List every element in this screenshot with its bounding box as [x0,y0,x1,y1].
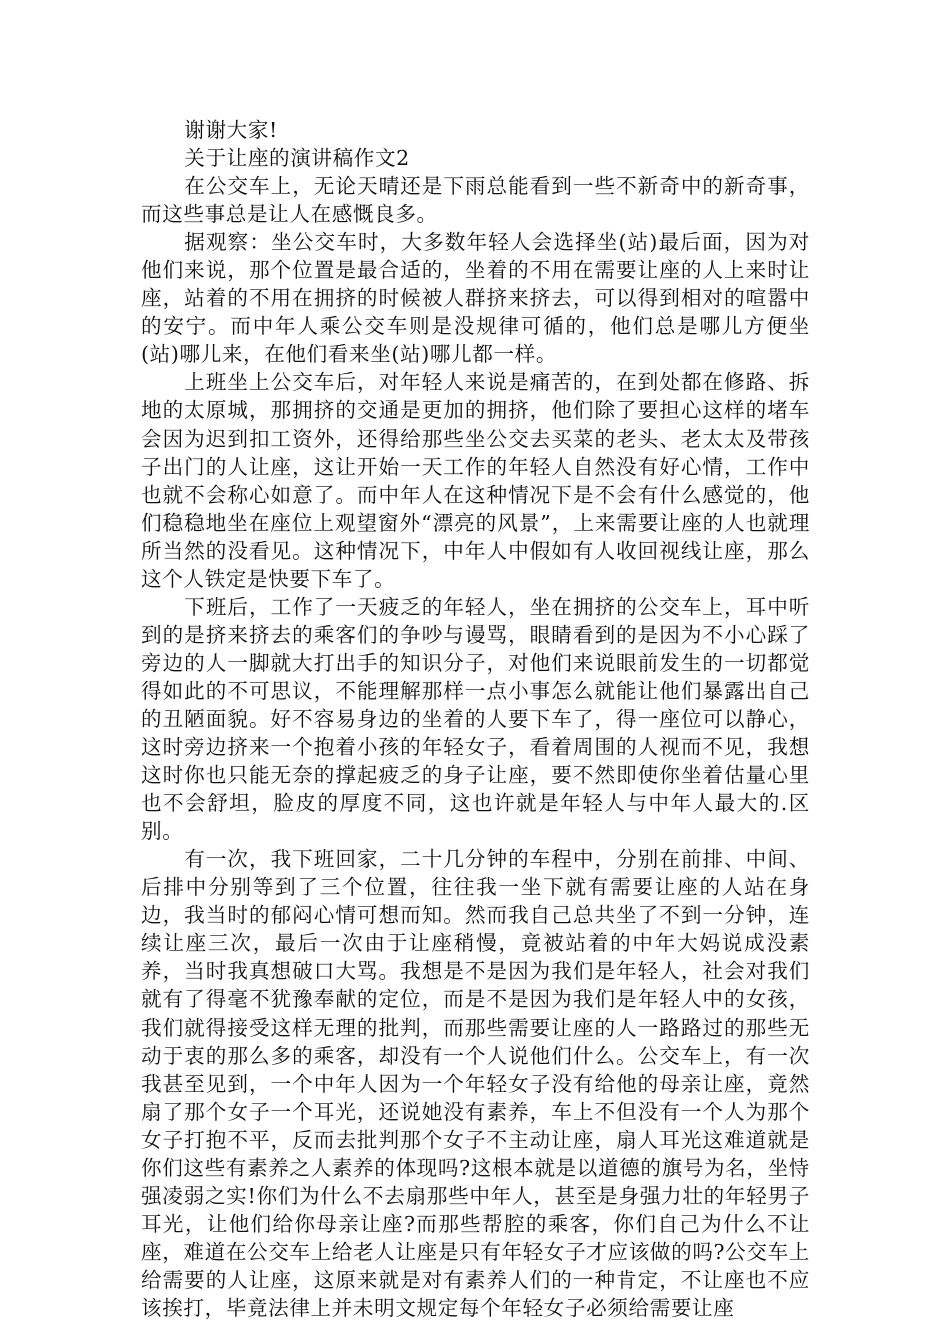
essay-title: 关于让座的演讲稿作文2 [184,146,410,171]
paragraph-4: 下班后，工作了一天疲乏的年轻人，坐在拥挤的公交车上，耳中听到的是挤来挤去的乘客们的争吵与谩骂，眼睛看到的是因为不小心踩了旁边的人一脚就大打出手的知识分子，对他们来说眼前发生的一切都觉得如此的不可思议，不能理解那样一点小事怎么就能让他们暴露出自己的丑陋面貌。好不容易身边的坐着的人要下车了，得一座位可以静心，这时旁边挤来一个抱着小孩的年轻女子，看着周围的人视而不见，我想这时你也只能无奈的撑起疲乏的身子让座，要不然即使你坐着估量心里也不会舒坦，脸皮的厚度不同，这也许就是年轻人与中年人最大的.区别。 [141,594,810,844]
paragraph-3: 上班坐上公交车后，对年轻人来说是痛苦的，在到处都在修路、拆地的太原城，那拥挤的交通是更加的拥挤，他们除了要担心这样的堵车会因为迟到扣工资外，还得给那些坐公交去买菜的老头、老太太及带孩子出门的人让座，这让开始一天工作的年轻人自然没有好心情，工作中也就不会称心如意了。而中年人在这种情况下是不会有什么感觉的，他们稳稳地坐在座位上观望窗外“漂亮的风景”，上来需要让座的人也就理所当然的没看见。这种情况下，中年人中假如有人收回视线让座，那么这个人铁定是快要下车了。 [141,370,810,591]
paragraph-1: 在公交车上，无论天晴还是下雨总能看到一些不新奇中的新奇事，而这些事总是让人在感慨良多。 [141,174,810,227]
closing-line: 谢谢大家! [184,118,278,142]
paragraph-5: 有一次，我下班回家，二十几分钟的车程中，分别在前排、中间、后排中分别等到了三个位置，往往我一坐下就有需要让座的人站在身边，我当时的郁闷心情可想而知。然而我自己总共坐了不到一分钟，连续让座三次，最后一次由于让座稍慢，竟被站着的中年大妈说成没素养，当时我真想破口大骂。我想是不是因为我们是年轻人，社会对我们就有了得毫不犹豫奉献的定位，而是不是因为我们是年轻人中的女孩，我们就得接受这样无理的批判，而那些需要让座的人一路路过的那些无动于衷的那么多的乘客，却没有一个人说他们什么。公交车上，有一次我甚至见到，一个中年人因为一个年轻女子没有给他的母亲让座，竟然扇了那个女子一个耳光，还说她没有素养，车上不但没有一个人为那个女子打抱不平，反而去批判那个女子不主动让座，扇人耳光这难道就是你们这些有素养之人素养的体现吗?这根本就是以道德的旗号为名，坐恃强凌弱之实!你们为什么不去扇那些中年人，甚至是身强力壮的年轻男子耳光，让他们给你母亲让座?而那些帮腔的乘客，你们自己为什么不让座，难道在公交车上给老人让座是只有年轻女子才应该做的吗?公交车上给需要的人让座，这原来就是对有素养人们的一种肯定，不让座也不应该挨打，毕竟法律上并未明文规定每个年轻女子必须给需要让座 [141,847,810,1320]
paragraph-2: 据观察：坐公交车时，大多数年轻人会选择坐(站)最后面，因为对他们来说，那个位置是最合适的，坐着的不用在需要让座的人上来时让座，站着的不用在拥挤的时候被人群挤来挤去，可以得到相对的喧嚣中的安宁。而中年人乘公交车则是没规律可循的，他们总是哪儿方便坐(站)哪儿来，在他们看来坐(站)哪儿都一样。 [141,230,810,367]
document-body [141,116,810,1322]
